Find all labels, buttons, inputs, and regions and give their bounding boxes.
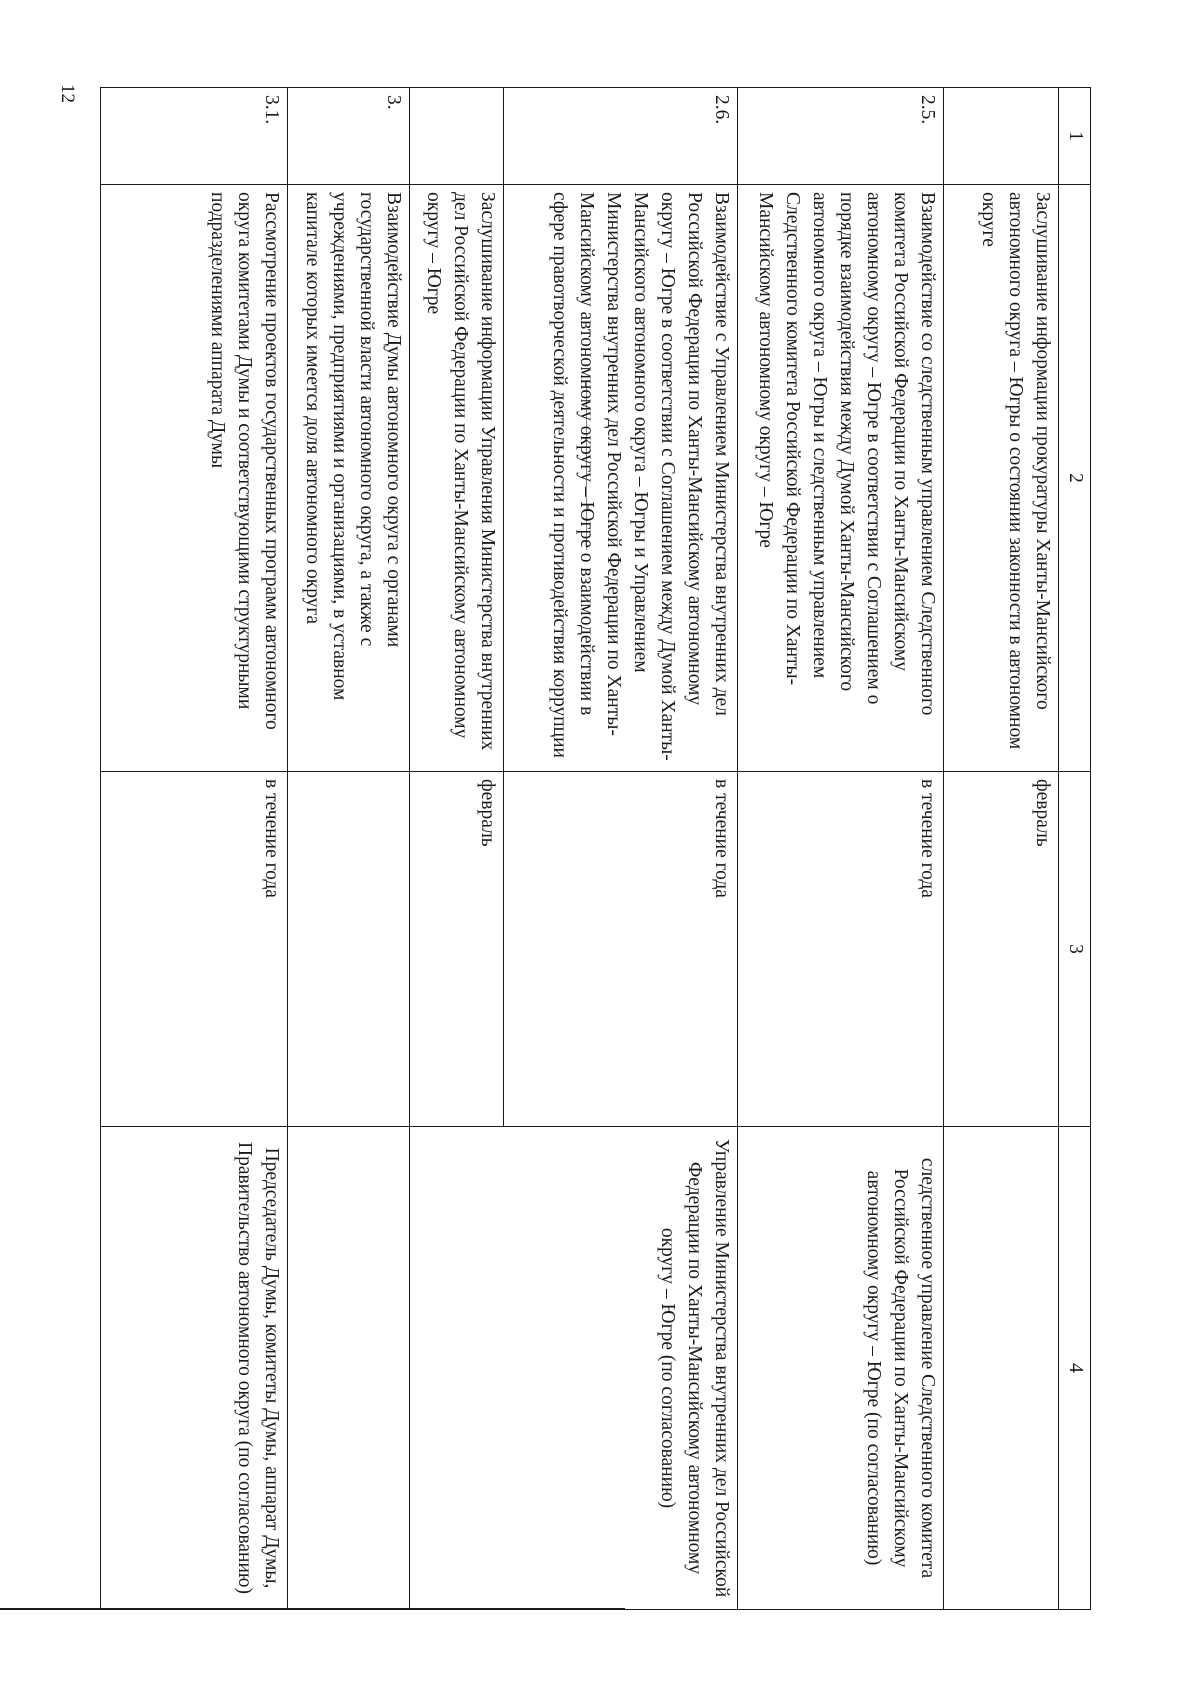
table-row xyxy=(101,88,288,1610)
item-number: 3.1. xyxy=(101,88,288,185)
item-text: Заслушивание информации прокуратуры Ханты-Мансийского автономного округа – Югры о состоянии законности в автономном округе xyxy=(944,185,1059,772)
item-term: февраль xyxy=(410,772,504,1127)
item-responsible: следственное управление Следственного комитета Российской Федерации по Ханты-Мансийскому автономному округу – Югре (по согласованию) xyxy=(738,1127,944,1610)
item-responsible: Управление Министерства внутренних дел Российской Федерации по Ханты-Мансийскому автономному округу – Югре (по согласованию) xyxy=(410,1127,738,1610)
header-col-4: 4 xyxy=(1059,1127,1091,1610)
item-number xyxy=(410,88,504,185)
item-text: Взаимодействие Думы автономного округа с органами государственной власти автономного округа, а также с учреждениями, предприятиями и организациями, в уставном капитале которых имеется доля автономного округа xyxy=(288,185,410,772)
table-row xyxy=(504,88,738,1610)
item-term: в течение года xyxy=(101,772,288,1127)
header-col-2: 2 xyxy=(1059,185,1091,772)
item-number: 3. xyxy=(288,88,410,185)
header-col-3: 3 xyxy=(1059,772,1091,1127)
item-term: в течение года xyxy=(738,772,944,1127)
item-responsible xyxy=(944,1127,1059,1610)
item-term: февраль xyxy=(944,772,1059,1127)
header-col-1: 1 xyxy=(1059,88,1091,185)
item-text: Заслушивание информации Управления Министерства внутренних дел Российской Федерации по Ханты-Мансийскому автономному округу – Югре xyxy=(410,185,504,772)
table-row xyxy=(288,88,410,1610)
table-row xyxy=(944,88,1059,1610)
plan-table-container xyxy=(100,87,1091,1609)
page-number: 12 xyxy=(57,84,78,103)
item-responsible xyxy=(288,1127,410,1610)
item-number: 2.5. xyxy=(738,88,944,185)
plan-table xyxy=(100,87,1091,1610)
item-term xyxy=(288,772,410,1127)
item-text: Рассмотрение проектов государственных программ автономного округа комитетами Думы и соответствующими структурными подразделениями аппарата Думы xyxy=(101,185,288,772)
item-term: в течение года xyxy=(504,772,738,1127)
header-row xyxy=(1059,88,1091,1610)
item-text: Взаимодействие с Управлением Министерства внутренних дел Российской Федерации по Ханты-Мансийскому автономному округу – Югре в соответствии с Соглашением между Думой Ханты-Мансийского автономного округа – Югры и Управлением Министерства внутренних дел Российской Федерации по Ханты-Мансийскому автономному округу – Югре о взаимодействии в сфере правотворческой деятельности и противодействия коррупции xyxy=(504,185,738,772)
item-text: Взаимодействие со следственным управлением Следственного комитета Российской Федерации по Ханты-Мансийскому автономному округу – Югре в соответствии с Соглашением о порядке взаимодействия между Думой Ханты-Мансийского автономного округа – Югры и следственным управлением Следственного комитета Российской Федерации по Ханты-Мансийскому автономному округу – Югре xyxy=(738,185,944,772)
table-row xyxy=(738,88,944,1610)
item-number: 2.6. xyxy=(504,88,738,185)
item-number xyxy=(944,88,1059,185)
item-responsible: Председатель Думы, комитеты Думы, аппарат Думы, Правительство автономного округа (по согласованию) xyxy=(101,1127,288,1610)
